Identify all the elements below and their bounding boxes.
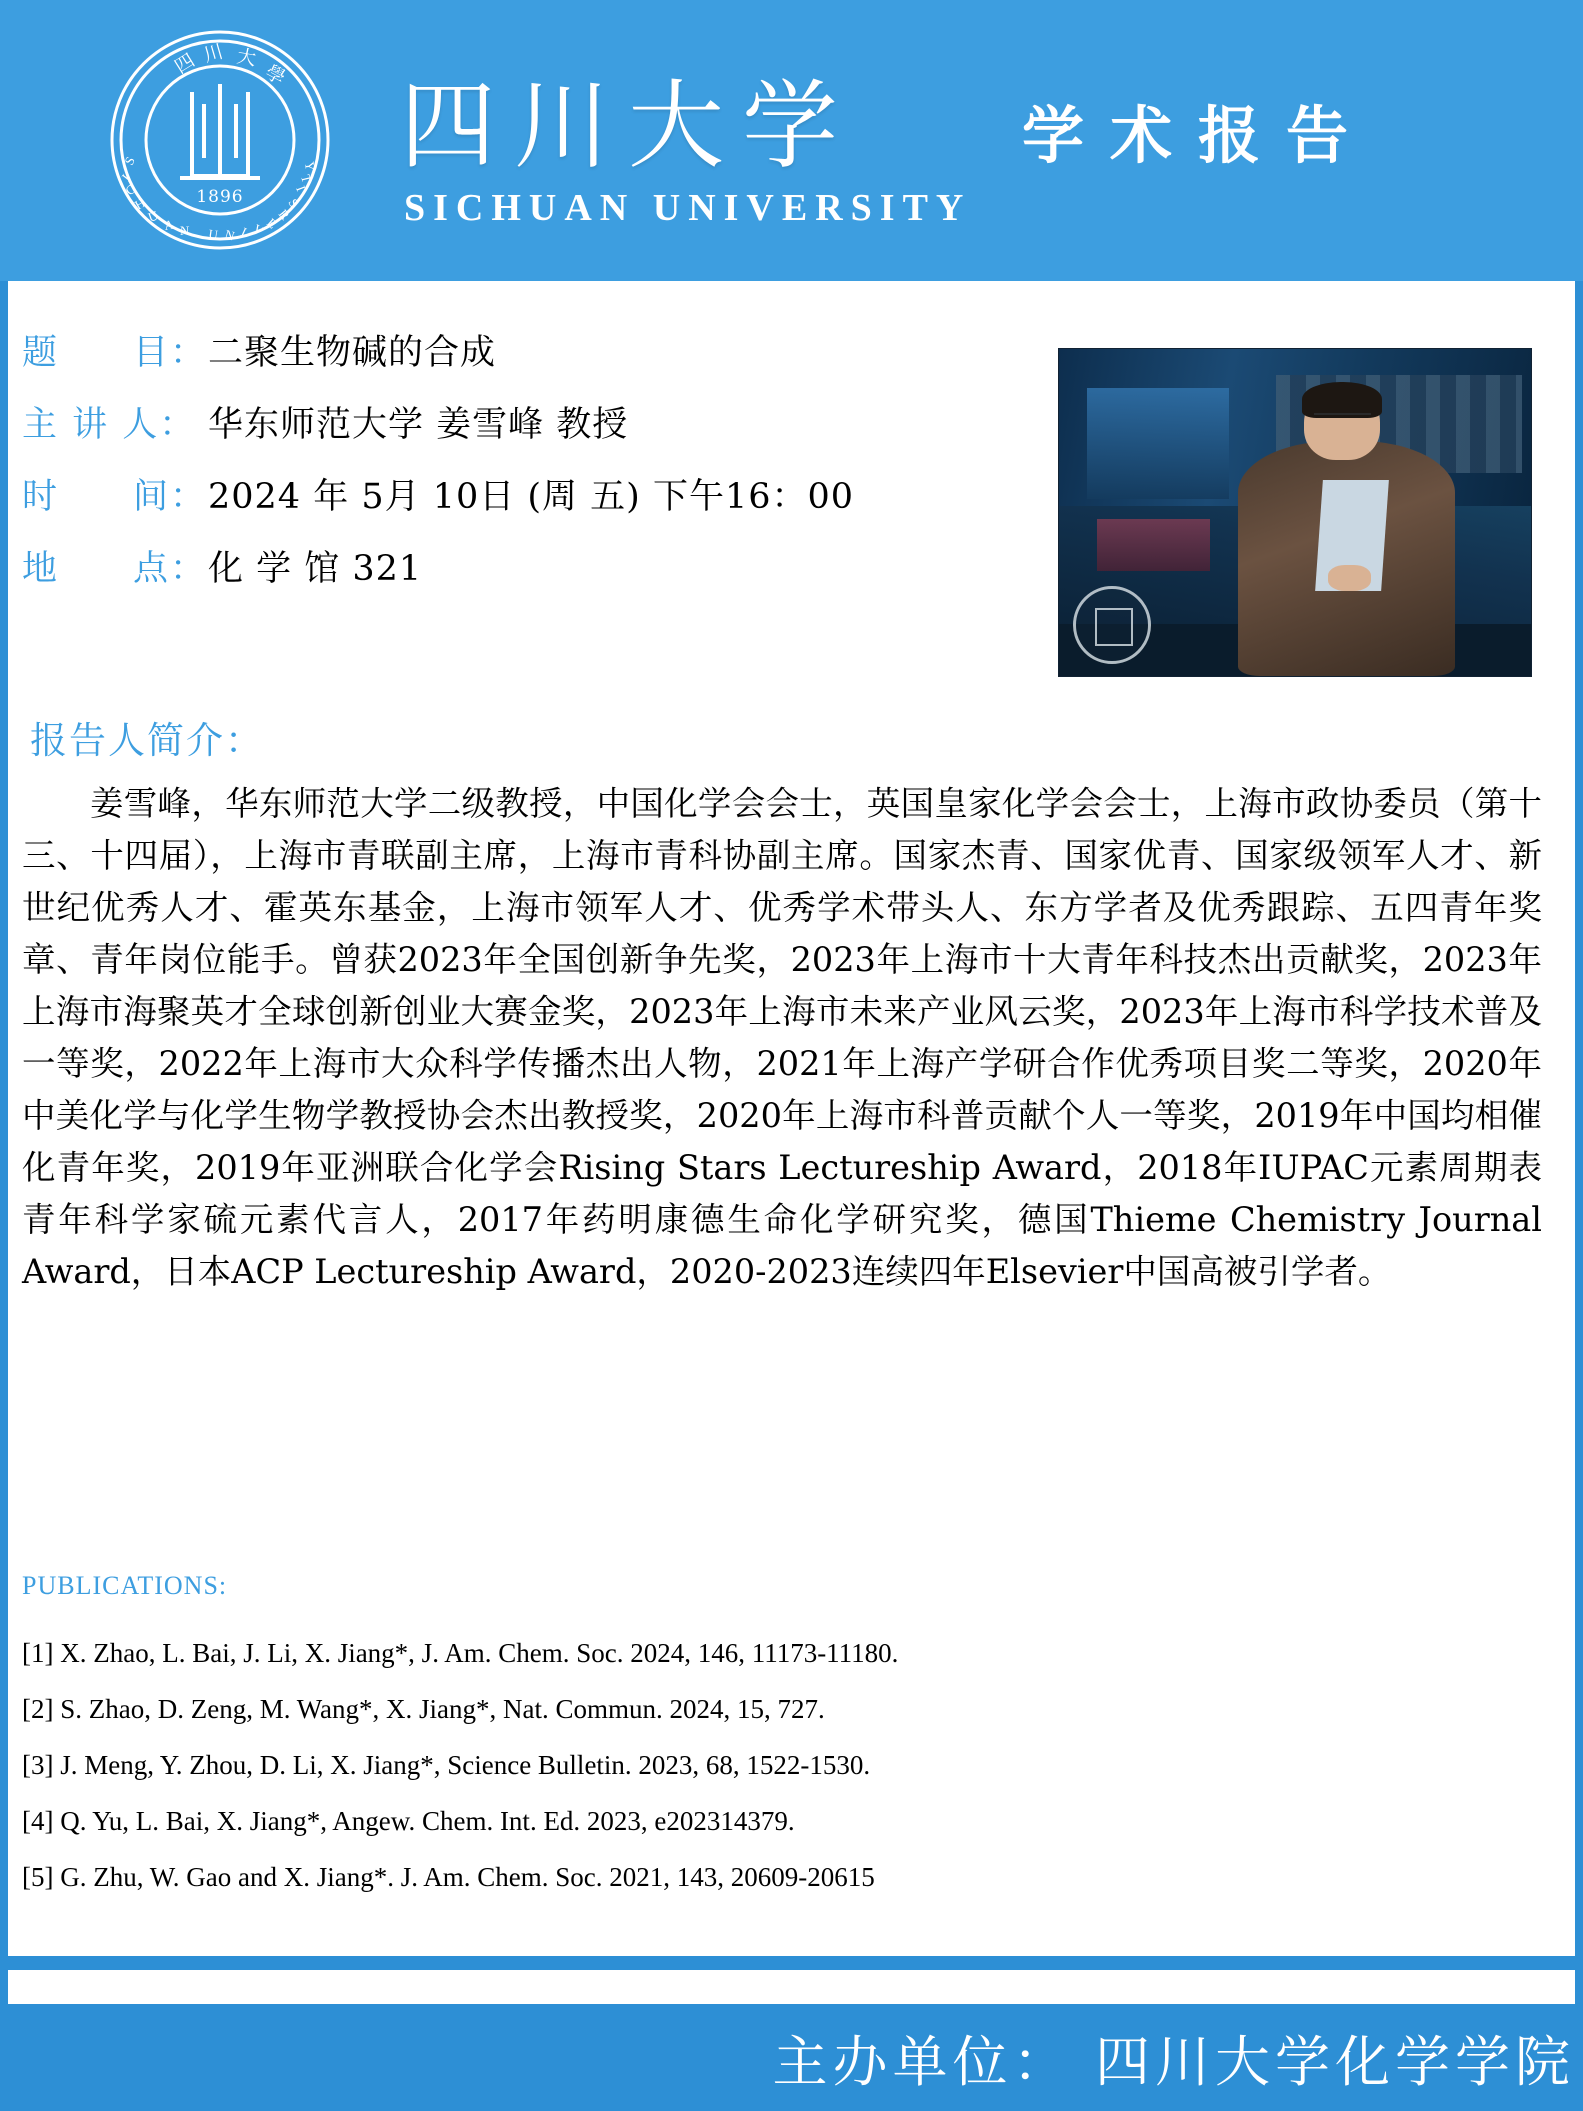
list-item: [5] G. Zhu, W. Gao and X. Jiang*. J. Am. Chem. Soc. 2021, 143, 20609-20615 xyxy=(22,1862,875,1892)
university-name-en: SICHUAN UNIVERSITY xyxy=(404,187,972,229)
poster-header xyxy=(0,0,1583,281)
meta-row-location xyxy=(22,541,1022,591)
meta-label-topic: 题 目： xyxy=(22,333,208,373)
svg-text:Y: Y xyxy=(302,160,319,173)
publications-section-title: PUBLICATIONS: xyxy=(22,1571,228,1600)
svg-text:川: 川 xyxy=(201,40,226,67)
photo-watermark-seal-icon xyxy=(1073,586,1151,664)
footer-divider xyxy=(0,1956,1583,1970)
svg-text:A: A xyxy=(163,216,176,233)
speaker-photo xyxy=(1058,348,1532,677)
list-item: [4] Q. Yu, L. Bai, X. Jiang*, Angew. Chem. Int. Ed. 2023, e202314379. xyxy=(22,1806,795,1836)
svg-text:R: R xyxy=(275,206,294,224)
svg-text:V: V xyxy=(250,220,268,240)
photo-stage-screen xyxy=(1087,388,1229,499)
svg-text:H: H xyxy=(132,194,149,213)
svg-text:S: S xyxy=(285,196,303,211)
photo-stage-panel xyxy=(1097,519,1210,571)
svg-text:I: I xyxy=(293,183,310,195)
meta-value-topic: 二聚生物碱的合成 xyxy=(208,333,497,373)
list-item: [2] S. Zhao, D. Zeng, M. Wang*, X. Jiang*, Nat. Commun. 2024, 15, 727. xyxy=(22,1694,825,1724)
svg-text:U: U xyxy=(146,207,161,225)
svg-text:T: T xyxy=(298,173,315,186)
svg-text:1896: 1896 xyxy=(196,187,244,207)
left-edge-bar xyxy=(0,0,8,2111)
list-item: [3] J. Meng, Y. Zhou, D. Li, X. Jiang*, Science Bulletin. 2023, 68, 1522-1530. xyxy=(22,1750,871,1780)
svg-text:I: I xyxy=(238,224,250,240)
svg-text:S: S xyxy=(121,153,139,168)
meta-row-speaker xyxy=(22,397,1022,447)
bio-section-title: 报告人简介： xyxy=(30,719,264,762)
publications-list xyxy=(22,1625,1542,1905)
svg-text:E: E xyxy=(263,215,281,233)
meta-label-time: 时 间： xyxy=(22,477,208,517)
svg-text:I: I xyxy=(118,170,134,184)
university-name-cn: 四川大学 xyxy=(400,70,856,182)
photo-speaker-glasses xyxy=(1314,413,1371,425)
meta-label-location: 地 点： xyxy=(22,549,208,589)
svg-text:C: C xyxy=(122,180,140,199)
sichuan-university-logo-icon xyxy=(84,26,356,254)
svg-text:N: N xyxy=(180,223,191,238)
svg-text:四: 四 xyxy=(170,49,199,79)
footer-organizer-text: 主办单位： 四川大学化学学院 xyxy=(772,2030,1575,2094)
svg-text:大: 大 xyxy=(235,45,258,71)
svg-text:學: 學 xyxy=(261,60,289,90)
list-item: [1] X. Zhao, L. Bai, J. Li, X. Jiang*, J. Am. Chem. Soc. 2024, 146, 11173-11180. xyxy=(22,1638,899,1668)
lecture-meta xyxy=(22,325,1022,613)
svg-text:U: U xyxy=(207,226,220,243)
svg-text:N: N xyxy=(223,226,238,244)
right-edge-bar xyxy=(1575,0,1583,2111)
poster-kind-label: 学术报告 xyxy=(1022,99,1375,172)
meta-row-topic xyxy=(22,325,1022,375)
bio-body-text: 姜雪峰，华东师范大学二级教授，中国化学会会士，英国皇家化学会会士，上海市政协委员（第十三、十四届），上海市青联副主席，上海市青科协副主席。国家杰青、国家优青、国家级领军人才、新世纪优秀人才、霍英东基金，上海市领军人才、优秀学术带头人、东方学者及优秀跟踪、五四青年奖章、青年岗位能手。曾获2023年全国创新争先奖，2023年上海市十大青年科技杰出贡献奖，2023年上海市海聚英才全球创新创业大赛金奖，2023年上海市未来产业风云奖，2023年上海市科学技术普及一等奖，2022年上海市大众科学传播杰出人物，2021年上海产学研合作优秀项目奖二等奖，2020年中美化学与化学生物学教授协会杰出教授奖，2020年上海市科普贡献个人一等奖，2019年中国均相催化青年奖，2019年亚洲联合化学会Rising Stars Lectureship Award，2018年IUPAC元素周期表青年科学家硫元素代言人，2017年药明康德生命化学研究奖，德国Thieme Chemistry Journal Award，日本ACP Lectureship Award，2020-2023连续四年Elsevier中国高被引学者。 xyxy=(22,784,1542,1291)
meta-value-time: 2024 年 5月 10日 (周 五) 下午16：00 xyxy=(208,477,855,517)
meta-row-time xyxy=(22,469,1022,519)
meta-value-speaker: 华东师范大学 姜雪峰 教授 xyxy=(208,405,629,445)
photo-speaker-hand xyxy=(1328,565,1370,591)
meta-value-location: 化 学 馆 321 xyxy=(208,549,423,589)
poster-footer xyxy=(0,2004,1583,2111)
meta-label-speaker: 主 讲 人： xyxy=(22,405,197,445)
